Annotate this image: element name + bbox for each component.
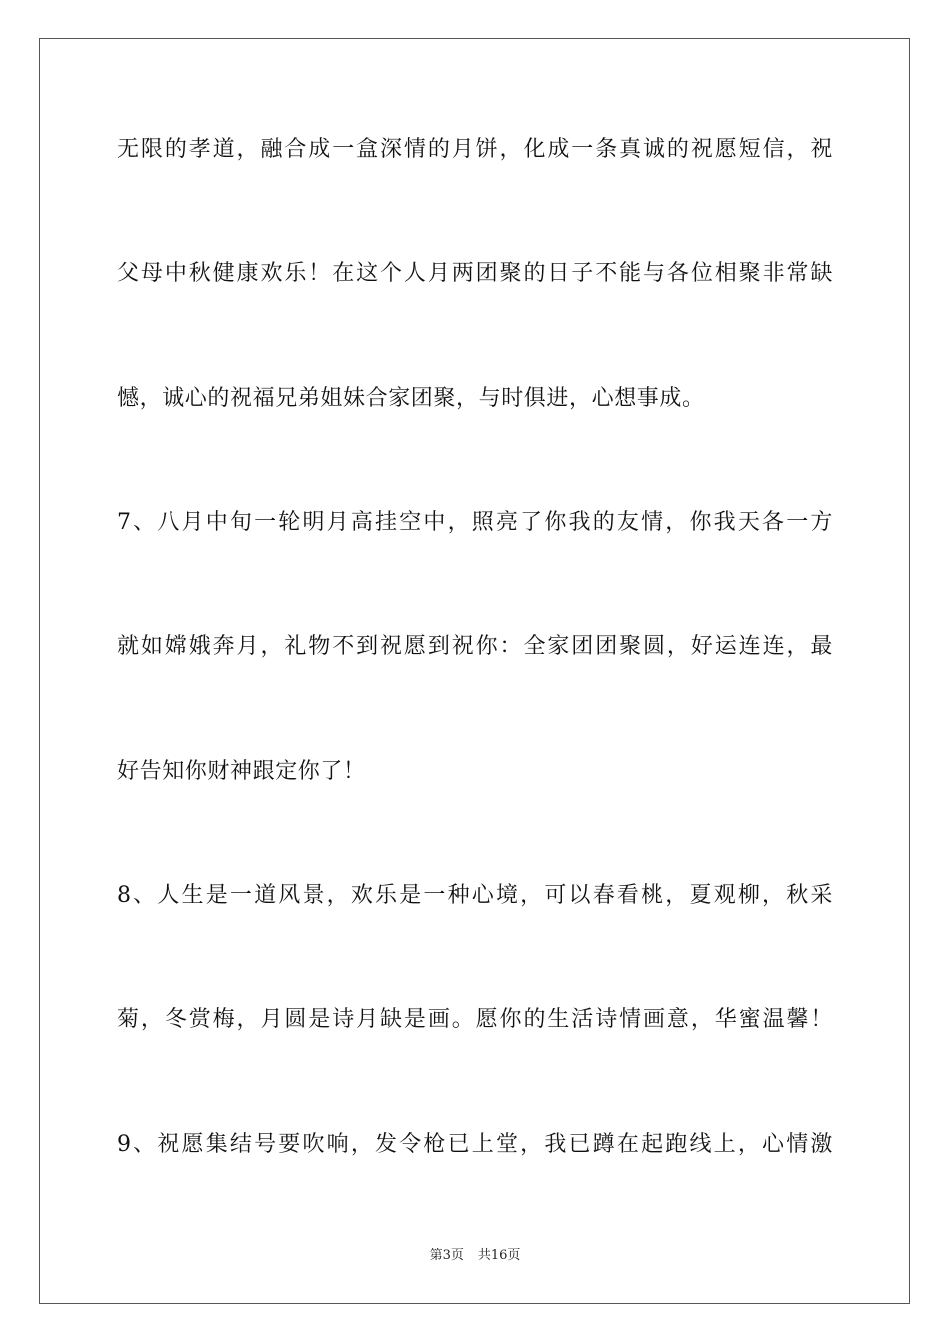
text-line: 憾，诚心的祝福兄弟姐妹合家团聚，与时俱进，心想事成。: [117, 386, 705, 411]
page-frame: [39, 38, 910, 1304]
text-line: 7、八月中旬一轮明月高挂空中，照亮了你我的友情，你我天各一方: [117, 510, 833, 535]
text-line: 父母中秋健康欢乐！在这个人月两团聚的日子不能与各位相聚非常缺: [117, 261, 833, 286]
text-line: 9、祝愿集结号要吹响，发令枪已上堂，我已蹲在起跑线上，心情激: [117, 1132, 833, 1157]
page-footer: [0, 1247, 950, 1265]
page-number: 第3页: [429, 1248, 464, 1263]
page-total: 共16页: [477, 1248, 521, 1263]
text-line: 就如嫦娥奔月，礼物不到祝愿到祝你：全家团团聚圆，好运连连，最: [117, 634, 833, 659]
text-line: 无限的孝道，融合成一盒深情的月饼，化成一条真诚的祝愿短信，祝: [117, 137, 833, 162]
text-line: 好告知你财神跟定你了！: [117, 759, 366, 784]
text-line: 菊，冬赏梅，月圆是诗月缺是画。愿你的生活诗情画意，华蜜温馨！: [117, 1007, 833, 1032]
text-line: 8、人生是一道风景，欢乐是一种心境，可以春看桃，夏观柳，秋采: [117, 883, 833, 908]
